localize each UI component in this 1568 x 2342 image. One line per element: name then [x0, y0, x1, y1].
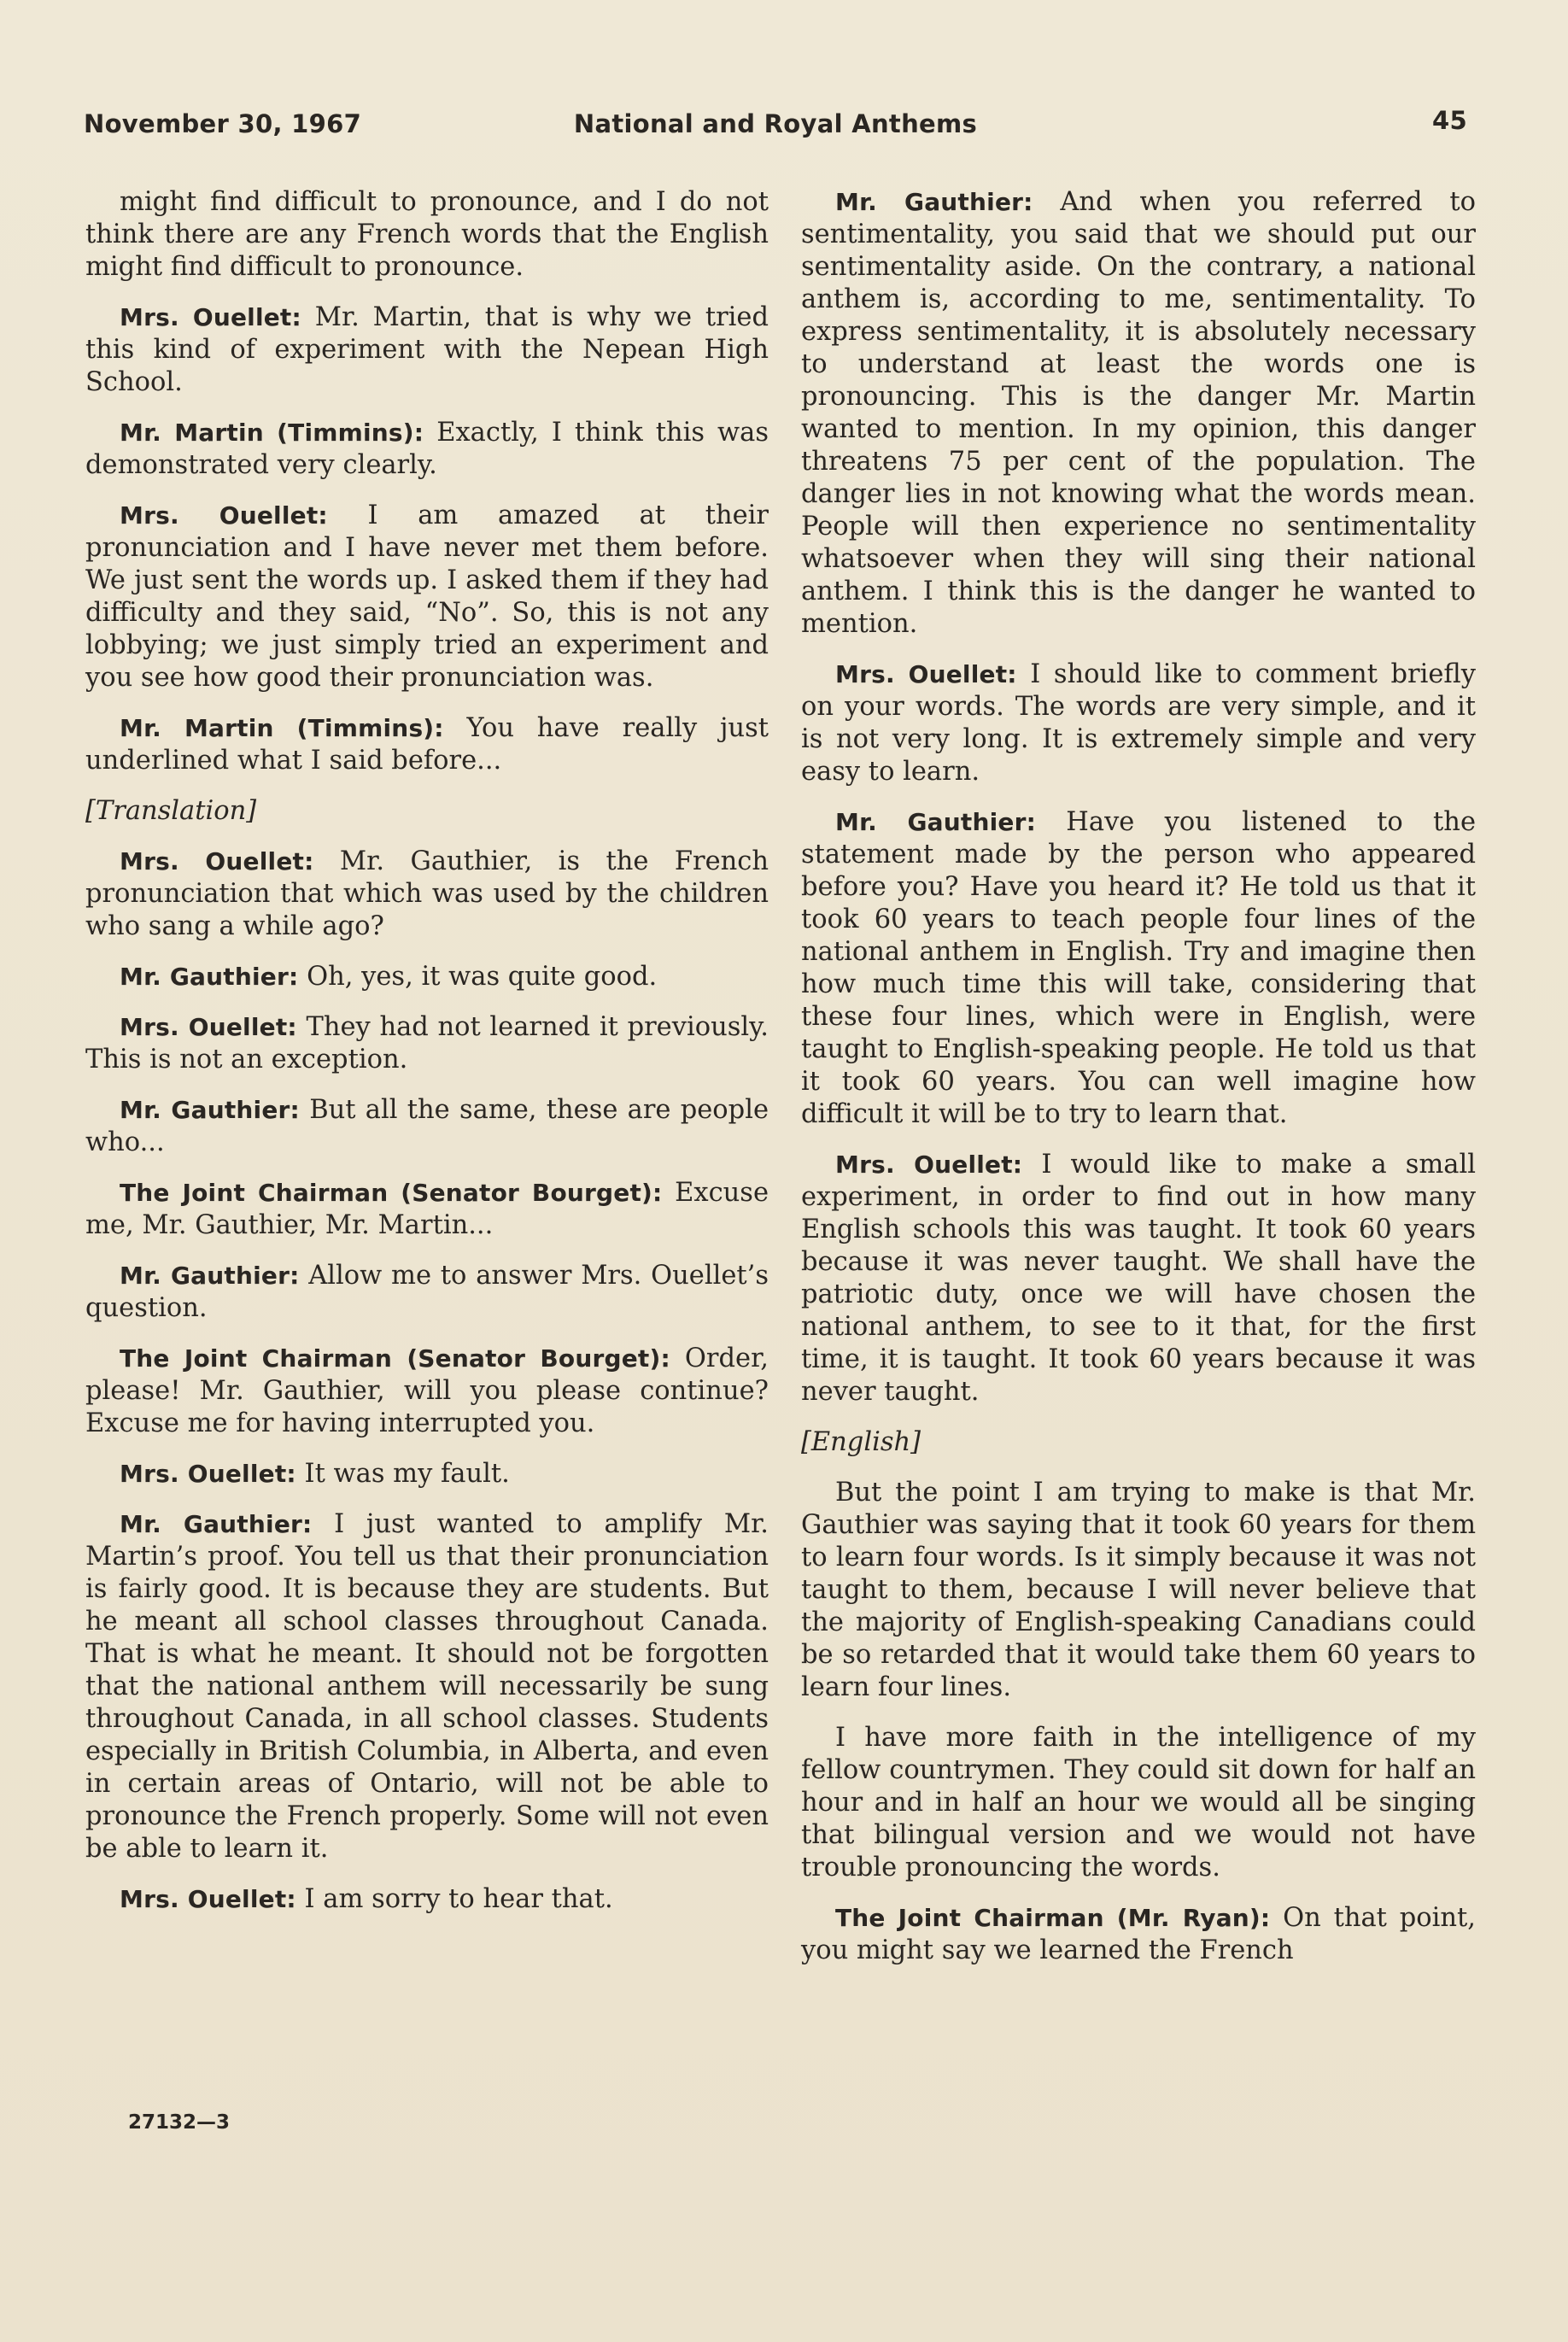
header-date: November 30, 1967	[84, 109, 362, 138]
paragraph-text: Mr. Gauthier, is the French pronunciation that which was used by the children who sang a while ago?	[85, 846, 769, 941]
paragraph-text: I should like to comment briefly on your words. The words are very simple, and it is not very long. It is extremely simple and very easy to learn.	[801, 659, 1476, 787]
paragraph-text: I am sorry to hear that.	[304, 1884, 613, 1914]
transcript-paragraph	[85, 417, 769, 482]
speaker-name: Mrs. Ouellet:	[120, 303, 301, 331]
transcript-paragraph	[85, 1260, 769, 1325]
transcript-paragraph	[85, 186, 769, 284]
transcript-paragraph	[85, 961, 769, 993]
transcript-paragraph	[801, 1722, 1476, 1884]
transcript-paragraph	[85, 712, 769, 777]
paragraph-text: Excuse me, Mr. Gauthier, Mr. Martin...	[85, 1178, 769, 1240]
speaker-name: The Joint Chairman (Senator Bourget):	[120, 1179, 663, 1207]
paragraph-text: Mr. Martin, that is why we tried this kind of experiment with the Nepean High School.	[85, 302, 769, 397]
language-marker: [Translation]	[85, 796, 257, 826]
paragraph-text: Exactly, I think this was demonstrated very clearly.	[85, 418, 769, 480]
paragraph-text: Allow me to answer Mrs. Ouellet’s question.	[85, 1261, 769, 1323]
footer-signature: 27132—3	[128, 2111, 231, 2134]
paragraph-text: But the point I am trying to make is that Mr. Gauthier was saying that it took 60 years for them to learn four words. Is it simply because it was not taught to them, because I will never believe that the majority of English-speaking Canadians could be so retarded that it would take them 60 years to learn four lines.	[801, 1478, 1476, 1702]
paragraph-text: And when you referred to sentimentality, you said that we should put our sentimentality aside. On the contrary, a national anthem is, according to me, sentimentality. To express sentimentality, it is absolutely necessary to understand at least the words one is pronouncing. This is the danger Mr. Martin wanted to mention. In my opinion, this danger threatens 75 per cent of the population. The danger lies in not knowing what the words mean. People will then experience no sentimentality whatsoever when they will sing their national anthem. I think this is the danger he wanted to mention.	[801, 187, 1476, 639]
transcript-paragraph	[85, 1177, 769, 1242]
paragraph-text: It was my fault.	[304, 1459, 510, 1489]
speaker-name: The Joint Chairman (Senator Bourget):	[120, 1344, 670, 1373]
paragraph-text: I am amazed at their pronunciation and I have never met them before. We just sent the words up. I asked them if they had difficulty and they said, “No”. So, this is not any lobbying; we just simply tried an experiment and you see how good their pronunciation was.	[85, 501, 769, 693]
language-marker: [English]	[801, 1427, 921, 1457]
paragraph-text: I just wanted to amplify Mr. Martin’s proof. You tell us that their pronunciation is fairly good. It is because they are students. But he meant all school classes throughout Canada. That is what he meant. It should not be forgotten that the national anthem will necessarily be sung throughout Canada, in all school classes. Students especially in British Columbia, in Alberta, and even in certain areas of Ontario, will not be able to pronounce the French properly. Some will not even be able to learn it.	[85, 1509, 769, 1864]
transcript-paragraph	[85, 1508, 769, 1865]
speaker-name: Mrs. Ouellet:	[120, 1460, 296, 1488]
speaker-name: Mr. Gauthier:	[835, 808, 1036, 836]
transcript-paragraph	[801, 186, 1476, 641]
speaker-name: Mr. Gauthier:	[120, 963, 299, 991]
speaker-name: Mr. Gauthier:	[120, 1262, 300, 1290]
speaker-name: Mrs. Ouellet:	[120, 1885, 296, 1913]
transcript-paragraph	[801, 806, 1476, 1131]
paragraph-text: On that point, you might say we learned the French	[801, 1903, 1476, 1965]
paragraph-text: Have you listened to the statement made by the person who appeared before you? Have you heard it? He told us that it took 60 years to teach people four lines of the national anthem in English. Try and imagine then how much time this will take, considering that these four lines, which were in English, were taught to English-speaking people. He told us that it took 60 years. You can well imagine how difficult it will be to try to learn that.	[801, 807, 1476, 1129]
transcript-paragraph	[85, 1011, 769, 1076]
transcript-paragraph	[85, 1458, 769, 1490]
paragraph-text: Order, please! Mr. Gauthier, will you please continue? Excuse me for having interrupted you.	[85, 1344, 769, 1438]
speaker-name: Mr. Gauthier:	[120, 1096, 300, 1124]
paragraph-text: I would like to make a small experiment, in order to find out in how many English schools this was taught. It took 60 years because it was never taught. We shall have the patriotic duty, once we will have chosen the national anthem, to see to it that, for the first time, it is taught. It took 60 years because it was never taught.	[801, 1150, 1477, 1407]
speaker-name: Mrs. Ouellet:	[120, 1013, 297, 1041]
transcript-paragraph	[85, 302, 769, 399]
page-header	[84, 106, 1467, 152]
speaker-name: Mr. Martin (Timmins):	[120, 714, 444, 742]
transcript-paragraph	[85, 1343, 769, 1440]
speaker-name: Mr. Gauthier:	[120, 1510, 313, 1538]
transcript-paragraph	[85, 500, 769, 694]
transcript-paragraph	[85, 846, 769, 943]
speaker-name: Mrs. Ouellet:	[835, 1151, 1023, 1179]
left-column	[85, 186, 769, 1934]
transcript-paragraph	[801, 659, 1476, 788]
right-column	[801, 186, 1476, 1985]
transcript-paragraph	[85, 1883, 769, 1916]
speaker-name: The Joint Chairman (Mr. Ryan):	[835, 1904, 1271, 1932]
speaker-name: Mrs. Ouellet:	[120, 847, 314, 875]
paragraph-text: You have really just underlined what I said before...	[85, 713, 769, 776]
paragraph-text: might find difficult to pronounce, and I do not think there are any French words that the English might find difficult to pronounce.	[85, 187, 769, 282]
speaker-name: Mrs. Ouellet:	[120, 501, 328, 530]
speaker-name: Mr. Martin (Timmins):	[120, 419, 424, 447]
transcript-paragraph	[801, 1477, 1476, 1704]
transcript-paragraph	[85, 1094, 769, 1159]
speaker-name: Mr. Gauthier:	[835, 188, 1033, 216]
paragraph-text: Oh, yes, it was quite good.	[307, 962, 658, 992]
transcript-paragraph	[801, 1902, 1476, 1967]
paragraph-text: They had not learned it previously. This is not an exception.	[85, 1012, 769, 1074]
transcript-paragraph	[801, 1149, 1476, 1408]
speaker-name: Mrs. Ouellet:	[835, 660, 1017, 688]
page-number: 45	[1432, 106, 1467, 135]
paragraph-text: I have more faith in the intelligence of my fellow countrymen. They could sit down for half an hour and in half an hour we would all be singing that bilingual version and we would not have trouble pronouncing the words.	[801, 1723, 1476, 1882]
header-title: National and Royal Anthems	[573, 109, 978, 138]
paragraph-text: But all the same, these are people who...	[85, 1095, 769, 1157]
